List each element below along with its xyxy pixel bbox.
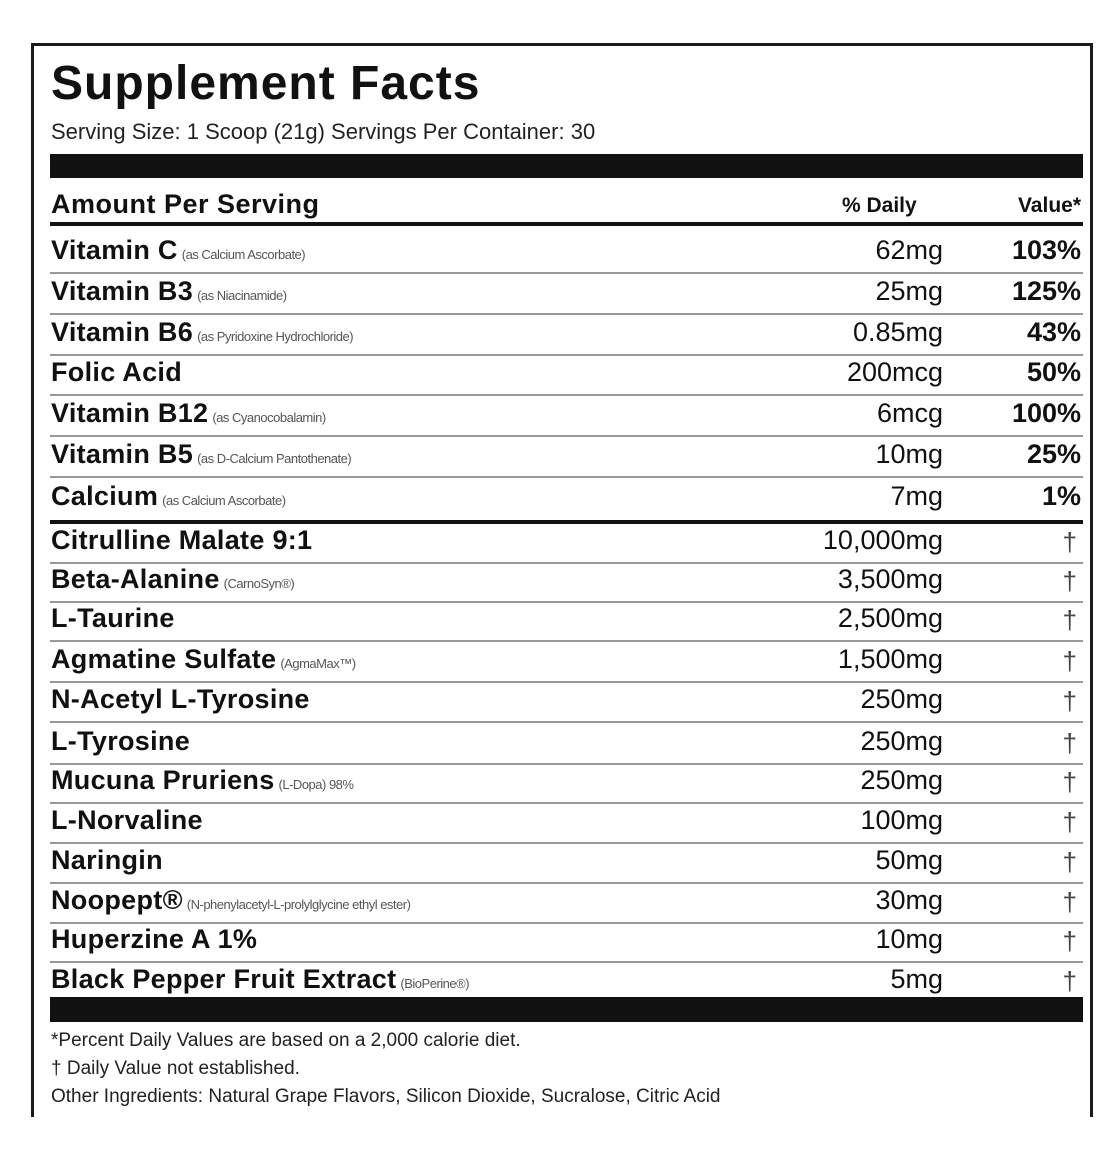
ingredient-name-text: Noopept® — [51, 885, 183, 915]
ingredient-amount: 2,500mg — [837, 603, 943, 633]
ingredient-amount: 62mg — [875, 235, 943, 265]
ingredient-name — [51, 765, 353, 796]
daily-value-percent: 100% — [1011, 398, 1081, 428]
percent-daily-footnote: *Percent Daily Values are based on a 2,000 calorie diet. — [51, 1030, 521, 1051]
ingredient-amount: 0.85mg — [852, 317, 943, 347]
ingredient-name-text: L-Norvaline — [51, 805, 203, 835]
daily-value-dagger: † — [1062, 527, 1077, 557]
vitamin-row — [50, 354, 1083, 392]
ingredient-amount: 30mg — [875, 885, 943, 915]
ingredient-name — [51, 964, 469, 995]
ingredient-amount: 3,500mg — [837, 564, 943, 594]
daily-value-dagger: † — [1062, 767, 1077, 797]
ingredient-source: (L-Dopa) 98% — [278, 777, 354, 792]
top-thick-bar — [50, 154, 1083, 178]
ingredient-amount: 250mg — [860, 765, 943, 795]
ingredient-source: (as D-Calcium Pantothenate) — [197, 451, 352, 466]
ingredient-amount: 10mg — [875, 924, 943, 954]
ingredient-amount: 250mg — [860, 726, 943, 756]
ingredient-row — [50, 600, 1083, 638]
other-ingredients: Other Ingredients: Natural Grape Flavors, Silicon Dioxide, Sucralose, Citric Acid — [51, 1086, 721, 1107]
ingredient-name-text: Naringin — [51, 845, 163, 875]
ingredient-row — [50, 561, 1083, 599]
ingredient-row — [50, 522, 1083, 560]
daily-value-dagger: † — [1062, 847, 1077, 877]
ingredient-name — [51, 235, 305, 266]
ingredient-name — [51, 684, 314, 715]
ingredient-row — [50, 681, 1083, 719]
ingredient-name — [51, 845, 167, 876]
ingredient-source: (BioPerine®) — [400, 976, 470, 991]
ingredient-amount: 50mg — [875, 845, 943, 875]
ingredient-row — [50, 921, 1083, 959]
ingredient-name-text: Vitamin C — [51, 235, 178, 265]
bottom-thick-bar — [50, 997, 1083, 1022]
daily-value-percent: 103% — [1011, 235, 1081, 265]
ingredient-source: (as Calcium Ascorbate) — [181, 247, 306, 262]
ingredient-name — [51, 525, 316, 556]
vitamin-row — [50, 478, 1083, 516]
daily-value-dagger: † — [1062, 887, 1077, 917]
amount-per-serving-heading: Amount Per Serving — [51, 189, 320, 219]
ingredient-row — [50, 762, 1083, 800]
daily-value-percent: 125% — [1011, 276, 1081, 306]
ingredient-row — [50, 802, 1083, 840]
daily-value-dagger: † — [1062, 807, 1077, 837]
ingredient-row — [50, 961, 1083, 999]
ingredient-name — [51, 726, 194, 757]
ingredient-row — [50, 723, 1083, 761]
ingredient-name — [51, 885, 410, 916]
ingredient-name — [51, 398, 326, 429]
ingredient-amount: 200mcg — [846, 357, 943, 387]
ingredient-amount: 10mg — [875, 439, 943, 469]
ingredient-name-text: N-Acetyl L-Tyrosine — [51, 684, 310, 714]
value-heading: Value* — [1017, 194, 1081, 217]
ingredient-amount: 5mg — [890, 964, 943, 994]
ingredient-name — [51, 357, 186, 388]
vitamin-row — [50, 395, 1083, 433]
supplement-facts-panel — [31, 43, 1093, 1117]
ingredient-name-text: L-Tyrosine — [51, 726, 191, 756]
ingredient-name — [51, 564, 294, 595]
vitamin-row — [50, 314, 1083, 352]
vitamin-row — [50, 232, 1083, 270]
ingredient-source: (as Niacinamide) — [197, 288, 287, 303]
daily-value-dagger: † — [1062, 646, 1077, 676]
percent-daily-heading: % Daily — [842, 194, 917, 217]
ingredient-row — [50, 641, 1083, 679]
ingredient-name-text: Beta-Alanine — [51, 564, 220, 594]
ingredient-name — [51, 644, 356, 675]
ingredient-name — [51, 317, 353, 348]
ingredient-amount: 25mg — [875, 276, 943, 306]
ingredient-row — [50, 842, 1083, 880]
ingredient-name — [51, 481, 286, 512]
panel-title: Supplement Facts — [51, 57, 481, 110]
ingredient-name-text: L-Taurine — [51, 603, 175, 633]
daily-value-dagger: † — [1062, 686, 1077, 716]
daily-value-dagger: † — [1062, 966, 1077, 996]
ingredient-name-text: Black Pepper Fruit Extract — [51, 964, 397, 994]
ingredient-amount: 10,000mg — [822, 525, 943, 555]
vitamin-row — [50, 273, 1083, 311]
serving-info: Serving Size: 1 Scoop (21g) Servings Per Container: 30 — [51, 119, 596, 144]
ingredient-name-text: Mucuna Pruriens — [51, 765, 275, 795]
ingredient-name — [51, 805, 207, 836]
ingredient-amount: 250mg — [860, 684, 943, 714]
ingredient-source: (as Pyridoxine Hydrochloride) — [197, 329, 354, 344]
vitamin-row — [50, 436, 1083, 474]
ingredient-name-text: Folic Acid — [51, 357, 183, 387]
ingredient-name-text: Vitamin B3 — [51, 276, 194, 306]
ingredient-source: (as Cyanocobalamin) — [212, 410, 326, 425]
ingredient-source: (AgmaMax™) — [280, 656, 356, 671]
ingredient-name-text: Vitamin B12 — [51, 398, 209, 428]
ingredient-name-text: Agmatine Sulfate — [51, 644, 277, 674]
ingredient-amount: 100mg — [860, 805, 943, 835]
ingredient-row — [50, 882, 1083, 920]
daily-value-percent: 25% — [1026, 439, 1081, 469]
ingredient-name — [51, 924, 261, 955]
daily-value-dagger: † — [1062, 728, 1077, 758]
daily-value-percent: 1% — [1041, 481, 1081, 511]
daily-value-dagger: † — [1062, 926, 1077, 956]
ingredient-source: (as Calcium Ascorbate) — [162, 493, 286, 508]
ingredient-source: (CarnoSyn®) — [223, 576, 295, 591]
dagger-footnote: † Daily Value not established. — [51, 1058, 300, 1079]
ingredient-name — [51, 276, 287, 307]
ingredient-source: (N-phenylacetyl-L-prolylglycine ethyl ester) — [186, 897, 411, 912]
ingredient-name-text: Calcium — [51, 481, 159, 511]
daily-value-percent: 43% — [1026, 317, 1081, 347]
ingredient-amount: 1,500mg — [837, 644, 943, 674]
daily-value-percent: 50% — [1026, 357, 1081, 387]
ingredient-name-text: Citrulline Malate 9:1 — [51, 525, 313, 555]
ingredient-amount: 7mg — [890, 481, 943, 511]
daily-value-dagger: † — [1062, 605, 1077, 635]
ingredient-name-text: Huperzine A 1% — [51, 924, 258, 954]
ingredient-name-text: Vitamin B6 — [51, 317, 194, 347]
ingredient-amount: 6mcg — [876, 398, 943, 428]
ingredient-name — [51, 603, 179, 634]
ingredient-name — [51, 439, 351, 470]
ingredient-name-text: Vitamin B5 — [51, 439, 194, 469]
header-rule — [50, 222, 1083, 226]
daily-value-dagger: † — [1062, 566, 1077, 596]
column-header — [50, 186, 1083, 222]
